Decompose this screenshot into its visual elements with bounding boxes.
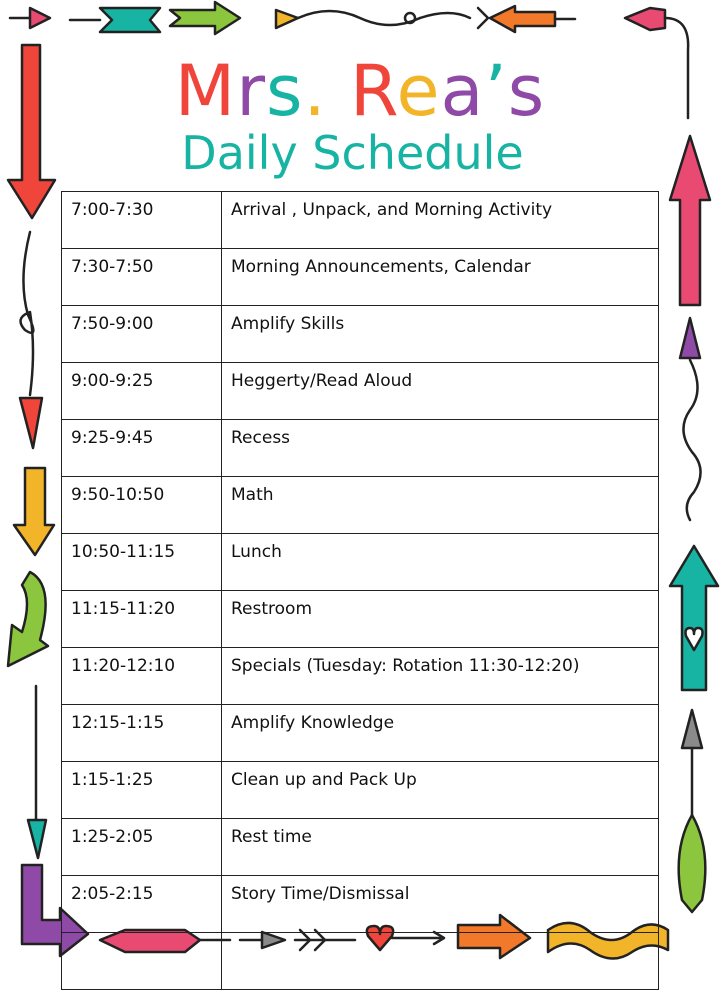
arrow-left-teal-line-icon (28, 686, 46, 858)
arrow-left-green-curve-icon (8, 572, 48, 666)
time-cell: 1:15-1:25 (62, 762, 222, 819)
title-letter: s (507, 50, 546, 132)
table-row (62, 420, 659, 477)
table-row (62, 306, 659, 363)
title-letter: r (236, 50, 266, 132)
activity-cell: Recess (222, 420, 659, 477)
time-cell: 7:50-9:00 (62, 306, 222, 363)
title-text (0, 52, 720, 130)
activity-cell: Specials (Tuesday: Rotation 11:30-12:20) (222, 648, 659, 705)
activity-cell: Clean up and Pack Up (222, 762, 659, 819)
title-letter: R (349, 50, 397, 132)
table-row (62, 363, 659, 420)
table-row (62, 591, 659, 648)
table-row (62, 876, 659, 933)
time-cell (62, 933, 222, 990)
table-row (62, 192, 659, 249)
time-cell: 1:25-2:05 (62, 819, 222, 876)
arrow-right-purple-up-icon (680, 318, 701, 520)
activity-cell (222, 933, 659, 990)
time-cell: 7:00-7:30 (62, 192, 222, 249)
arrow-right-green-feather-icon (679, 710, 706, 912)
page-title (0, 52, 720, 130)
title-letter: . (303, 50, 350, 132)
table-row (62, 648, 659, 705)
title-letter: ’ (484, 50, 508, 132)
title-letter: s (265, 50, 304, 132)
arrow-top-yellow-tip-icon (276, 8, 488, 28)
table-row (62, 762, 659, 819)
activity-cell: Story Time/Dismissal (222, 876, 659, 933)
activity-cell: Morning Announcements, Calendar (222, 249, 659, 306)
activity-cell: Lunch (222, 534, 659, 591)
title-letter: a (440, 50, 485, 132)
activity-cell: Rest time (222, 819, 659, 876)
activity-cell: Amplify Skills (222, 306, 659, 363)
arrow-top-green-icon (170, 2, 240, 34)
subtitle-daily-schedule: Daily Schedule (181, 126, 524, 180)
time-cell: 11:20-12:10 (62, 648, 222, 705)
table-row (62, 819, 659, 876)
activity-cell: Heggerty/Read Aloud (222, 363, 659, 420)
table-row (62, 933, 659, 990)
arrow-top-left-icon (10, 8, 50, 28)
arrow-top-teal-icon (70, 8, 160, 32)
time-cell: 9:50-10:50 (62, 477, 222, 534)
title-letter: M (174, 50, 237, 132)
table-row (62, 477, 659, 534)
table-row (62, 705, 659, 762)
title-letter: e (396, 50, 441, 132)
time-cell: 10:50-11:15 (62, 534, 222, 591)
activity-cell: Arrival , Unpack, and Morning Activity (222, 192, 659, 249)
arrow-right-teal-heart-icon (670, 546, 718, 690)
schedule-table (61, 191, 659, 990)
activity-cell: Restroom (222, 591, 659, 648)
table-row (62, 534, 659, 591)
time-cell: 12:15-1:15 (62, 705, 222, 762)
time-cell: 9:00-9:25 (62, 363, 222, 420)
time-cell: 7:30-7:50 (62, 249, 222, 306)
arrow-top-orange-icon (490, 6, 575, 32)
time-cell: 9:25-9:45 (62, 420, 222, 477)
table-row (62, 249, 659, 306)
time-cell: 2:05-2:15 (62, 876, 222, 933)
arrow-left-yellow-down-icon (14, 468, 54, 555)
time-cell: 11:15-11:20 (62, 591, 222, 648)
arrow-left-squiggle-icon (20, 232, 42, 448)
activity-cell: Amplify Knowledge (222, 705, 659, 762)
activity-cell: Math (222, 477, 659, 534)
